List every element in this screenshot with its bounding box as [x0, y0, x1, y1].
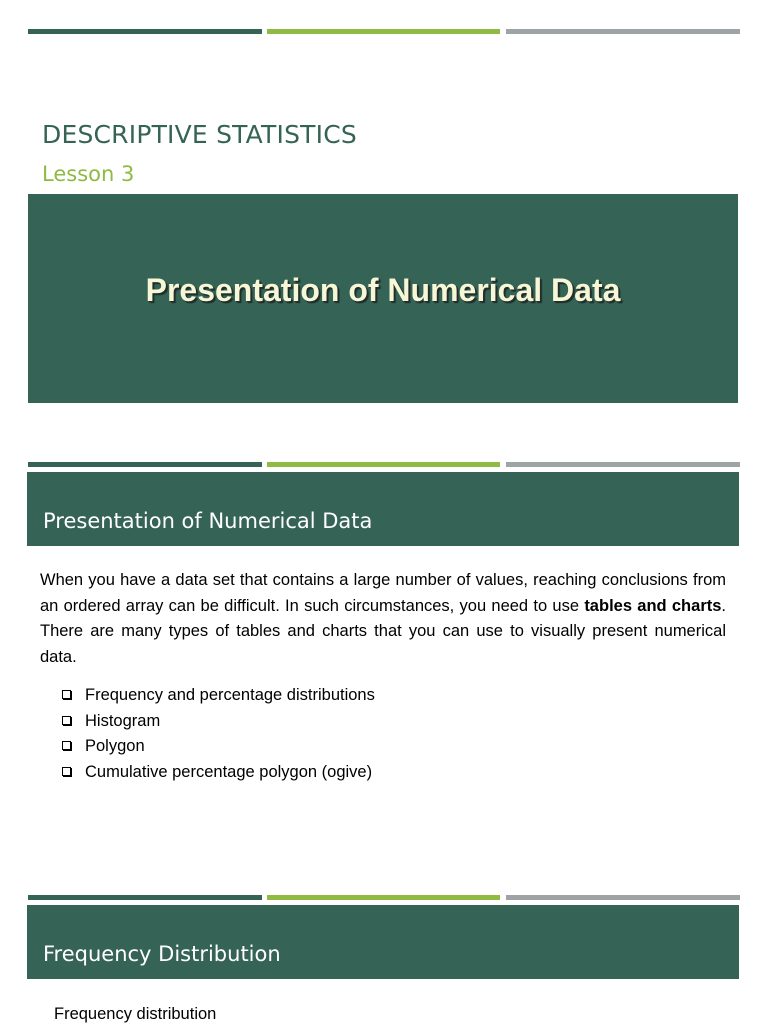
hero-banner — [28, 194, 738, 403]
chart-types-list — [62, 683, 375, 785]
slide3-header — [27, 905, 739, 979]
list-item — [62, 760, 375, 786]
checkbox-bullet-icon — [62, 741, 71, 750]
slide3-accent-bar-green — [267, 895, 500, 900]
deck-title: DESCRIPTIVE STATISTICS — [42, 120, 357, 149]
list-item — [62, 734, 375, 760]
slide2-accent-bar-dark — [28, 462, 262, 467]
slide3-first-line: Frequency distribution — [54, 1005, 217, 1023]
hero-title: Presentation of Numerical Data — [145, 272, 621, 308]
slide2-header — [27, 472, 739, 546]
top-accent-bar-gray — [506, 29, 740, 34]
deck-subtitle: Lesson 3 — [42, 162, 135, 186]
slide2-header-title: Presentation of Numerical Data — [43, 509, 373, 533]
top-accent-bar-green — [267, 29, 500, 34]
paragraph-text-bold: tables and charts — [584, 596, 722, 615]
slide3-accent-bar-dark — [28, 895, 262, 900]
list-item — [62, 709, 375, 735]
checkbox-bullet-icon — [62, 767, 71, 776]
slide3-header-title: Frequency Distribution — [43, 942, 281, 966]
slide2-paragraph — [40, 568, 726, 670]
paragraph-text-end: . There are many types of tables and charts that you can use to visually present numerical data. — [40, 596, 727, 666]
list-item-label: Histogram — [85, 711, 161, 730]
slide2-accent-bar-gray — [506, 462, 740, 467]
top-accent-bar-dark — [28, 29, 262, 34]
slide3-accent-bar-gray — [506, 895, 740, 900]
paragraph-text-start: When you have a data set that contains a large number of values, reaching conclusions from an ordered array can be difficult. In such circumstances, you need to use — [40, 571, 726, 615]
list-item — [62, 683, 375, 709]
list-item-label: Cumulative percentage polygon (ogive) — [85, 762, 373, 781]
slide2-accent-bar-green — [267, 462, 500, 467]
list-item-label: Frequency and percentage distributions — [85, 686, 375, 704]
list-item-label: Polygon — [85, 737, 145, 755]
checkbox-bullet-icon — [62, 716, 71, 725]
checkbox-bullet-icon — [62, 690, 71, 699]
